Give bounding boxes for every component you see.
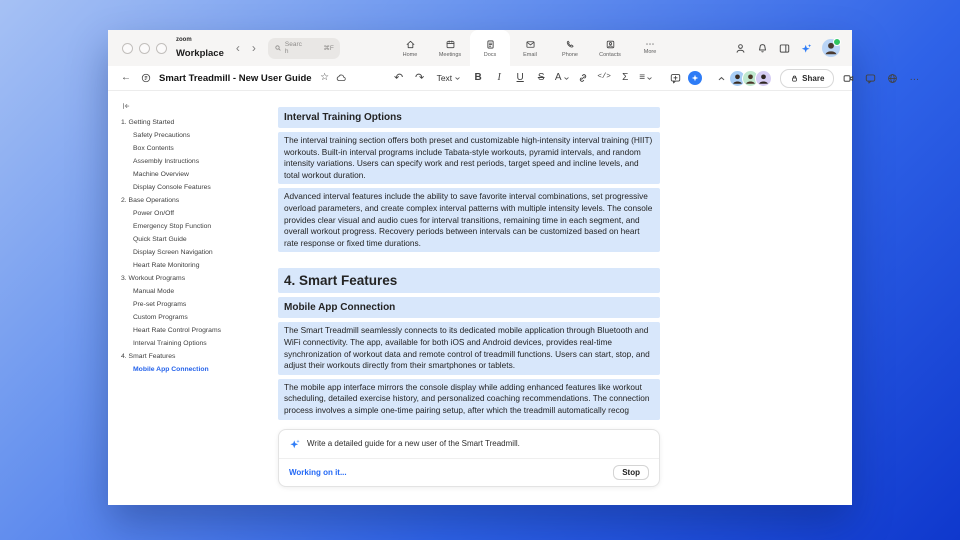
ai-sparkle-icon [289,438,301,450]
text-color-dropdown[interactable] [554,70,570,86]
tab-contacts[interactable] [590,30,630,66]
sparkle-icon [691,74,699,82]
more-dots-icon: ⋯ [645,39,655,49]
tab-more-label: More [643,49,657,55]
outline-item[interactable]: 4. Smart Features [121,353,176,360]
close-window-button[interactable] [122,43,133,54]
share-button[interactable] [780,69,834,88]
align-lines-icon: ≡ [639,72,646,83]
document-blocks [278,107,660,420]
tab-email-label: Email [523,51,537,58]
outline-item[interactable]: Machine Overview [133,171,189,178]
outline-item[interactable]: Box Contents [133,145,174,152]
doc-block[interactable]: Interval Training Options [278,107,660,128]
tab-phone-label: Phone [562,51,578,58]
stop-button[interactable]: Stop [613,465,649,480]
star-icon[interactable]: ☆ [320,72,330,83]
brand-workplace: Workplace [176,47,224,59]
outline-item[interactable]: Heart Rate Monitoring [133,262,200,269]
outline-item[interactable]: 2. Base Operations [121,197,180,204]
add-comment-icon[interactable] [667,70,683,86]
tab-phone[interactable] [550,30,590,66]
underline-button[interactable]: U [516,72,524,83]
docs-home-icon[interactable] [138,70,154,86]
doc-block[interactable]: 4. Smart Features [278,268,660,293]
text-color-letter: A [554,72,562,83]
outline-item[interactable]: Manual Mode [133,288,175,295]
search-placeholder: Search [284,40,302,55]
redo-icon[interactable]: ↷ [414,71,425,84]
home-icon [405,39,416,50]
undo-icon[interactable]: ↶ [393,71,404,84]
doc-block[interactable]: The mobile app interface mirrors the console display while adding enhanced features like workout scheduling, detailed exercise history, and personalized coaching recommendations. The connection process involves a simple one-time pairing setup, after which the treadmill automatically recog [278,379,660,420]
alignment-dropdown[interactable] [638,70,654,86]
tab-meetings[interactable] [430,30,470,66]
bold-button[interactable]: B [474,72,482,83]
window-controls [122,43,167,54]
chevron-down-icon [563,75,570,82]
history-nav [236,42,256,54]
ai-status-text: Working on it... [289,467,347,477]
outline-item[interactable]: Emergency Stop Function [133,223,212,230]
toolbar-right [729,69,922,88]
strikethrough-button[interactable]: S [537,72,545,83]
outline-item[interactable]: Custom Programs [133,314,188,321]
tab-home[interactable] [390,30,430,66]
outline-item[interactable]: 3. Workout Programs [121,275,186,282]
document-title[interactable]: Smart Treadmill - New User Guide [159,72,312,84]
outline-item[interactable]: Mobile App Connection [133,366,209,373]
minimize-window-button[interactable] [139,43,150,54]
tab-home-label: Home [402,51,418,58]
collapse-sidebar-icon[interactable] [121,101,133,111]
italic-button[interactable]: I [497,72,501,83]
chevron-down-icon [454,75,461,82]
doc-block[interactable]: Mobile App Connection [278,297,660,318]
back-icon[interactable]: ← [121,72,131,83]
ai-companion-button[interactable] [688,71,702,85]
profile-icon[interactable] [734,42,747,55]
share-label: Share [802,73,825,83]
outline-item[interactable]: Power On/Off [133,210,175,217]
ai-companion-panel [278,429,660,487]
outline-list [121,116,278,376]
cloud-saved-icon [333,70,349,86]
text-style-dropdown[interactable] [437,73,462,83]
docs-icon [485,39,496,50]
tab-email[interactable] [510,30,550,66]
zoom-workplace-logo [176,37,224,60]
titlebar [108,30,852,66]
collaborator-avatars[interactable] [729,70,772,87]
chevron-down-icon [646,75,653,82]
notifications-bell-icon[interactable] [756,42,769,55]
collaborator-avatar [755,70,772,87]
doc-block[interactable]: Advanced interval features include the ability to save favorite interval combinations, set progressive overload parameters, and create complex interval patterns with multiple intensity levels. The console provides clear visual and audio cues for interval transitions, remaining time in each segment, and overall workout progress. Recovery periods between intervals can be customized based on heart rate response or fixed time durations. [278,188,660,252]
outline-sidebar [108,91,278,505]
ai-companion-sparkle-icon[interactable] [800,42,813,55]
outline-item[interactable]: Pre-set Programs [133,301,187,308]
doc-block[interactable]: The interval training section offers both preset and customizable high-intensity interval training (HIIT) workouts. Built-in interval programs include Tabata-style workouts, pyramid intervals, and random intensity variations. Users can specify work and rest periods, target speed and incline levels, and total workout duration. [278,132,660,184]
document-body [108,91,852,505]
brand-zoom: zoom [176,36,192,43]
code-icon[interactable]: </> [597,73,611,82]
zoom-workplace-window [108,30,920,505]
document-content [278,91,852,505]
formula-sigma-icon[interactable]: Σ [622,72,629,83]
nav-forward-icon[interactable]: › [251,41,256,55]
phone-icon [565,39,576,50]
calendar-icon [445,39,456,50]
ai-prompt-text: Write a detailed guide for a new user of the Smart Treadmill. [307,439,520,448]
outline-item[interactable]: Display Screen Navigation [133,249,213,256]
search-input[interactable] [268,38,340,59]
user-avatar[interactable] [822,39,840,57]
tab-docs-label: Docs [483,51,497,58]
lock-icon [790,74,799,83]
text-style-label: Text [436,73,453,83]
side-panel-icon[interactable] [778,42,791,55]
tab-meetings-label: Meetings [438,51,462,58]
tab-docs[interactable] [470,30,510,66]
formatting-tools [391,70,730,86]
tab-contacts-label: Contacts [599,51,621,58]
outline-item[interactable]: Safety Precautions [133,132,191,139]
search-shortcut: ⌘F [323,45,334,52]
link-icon[interactable] [575,70,591,86]
more-menu-icon[interactable]: … [909,72,920,83]
outline-item[interactable]: Display Console Features [133,184,211,191]
chat-bubble-icon[interactable] [862,70,878,86]
outline-item[interactable]: Quick Start Guide [133,236,187,243]
app-tabs [390,30,670,66]
nav-back-icon[interactable]: ‹ [235,41,240,55]
outline-item[interactable]: Heart Rate Control Programs [133,327,222,334]
presence-status-dot [833,38,841,46]
doc-block[interactable]: The Smart Treadmill seamlessly connects to its dedicated mobile application through Bluetooth and WiFi connectivity. The app, available for both iOS and Android devices, provides real-time synchronization of workout data and remote control of treadmill functions. Users can start, stop, and adjust their workouts directly from their smartphones or tablets. [278,322,660,374]
document-toolbar [108,66,920,91]
titlebar-right [734,30,840,66]
globe-icon[interactable] [884,70,900,86]
outline-item[interactable]: 1. Getting Started [121,119,175,126]
video-camera-icon[interactable] [840,70,856,86]
tab-more[interactable] [630,30,670,66]
maximize-window-button[interactable] [156,43,167,54]
outline-item[interactable]: Interval Training Options [133,340,207,347]
outline-item[interactable]: Assembly Instructions [133,158,200,165]
envelope-icon [525,39,536,50]
contacts-icon [605,39,616,50]
collapse-toolbar-icon[interactable] [713,70,729,86]
search-icon [274,44,282,52]
